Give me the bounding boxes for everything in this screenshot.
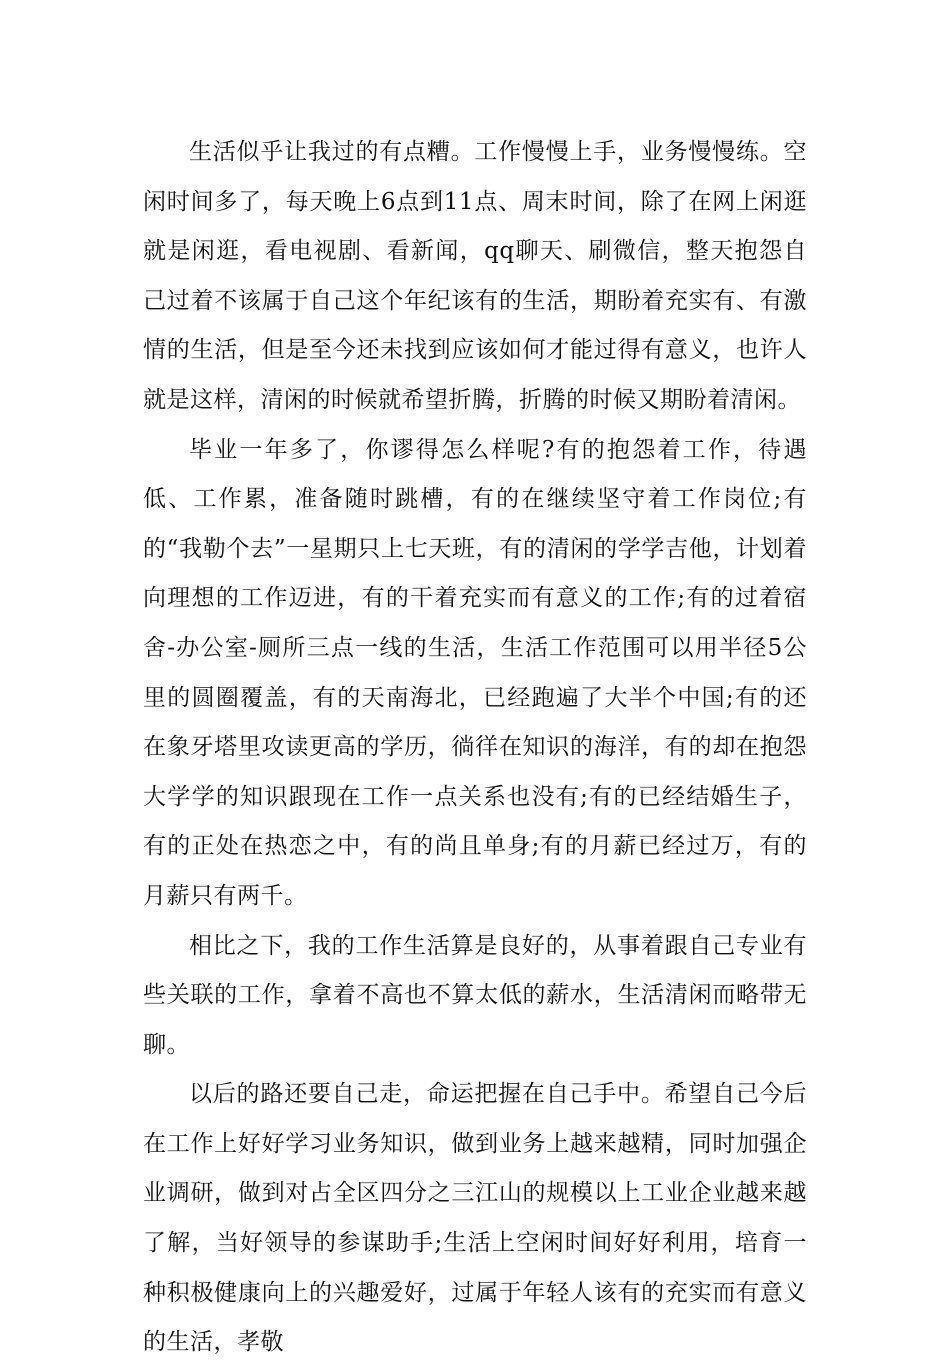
document-body xyxy=(143,128,807,1368)
paragraph-3: 相比之下，我的工作生活算是良好的，从事着跟自己专业有些关联的工作，拿着不高也不算太低的薪水，生活清闲而略带无聊。 xyxy=(143,932,807,1058)
paragraph-4: 以后的路还要自己走，命运把握在自己手中。希望自己今后在工作上好好学习业务知识，做到业务上越来越精，同时加强企业调研，做到对占全区四分之三江山的规模以上工业企业越来越了解，当好领导的参谋助手;生活上空闲时间好好利用，培育一种积极健康向上的兴趣爱好，过属于年轻人该有的充实而有意义的生活，孝敬 xyxy=(143,1081,807,1356)
paragraph-1: 生活似乎让我过的有点糟。工作慢慢上手，业务慢慢练。空闲时间多了，每天晚上6点到11点、周末时间，除了在网上闲逛就是闲逛，看电视剧、看新闻，qq聊天、刷微信，整天抱怨自己过着不该属于自己这个年纪该有的生活，期盼着充实有、有激情的生活，但是至今还未找到应该如何才能过得有意义，也许人就是这样，清闲的时候就希望折腾，折腾的时候又期盼着清闲。 xyxy=(143,139,807,413)
paragraph-2: 毕业一年多了，你谬得怎么样呢?有的抱怨着工作，待遇低、工作累，准备随时跳槽，有的在继续坚守着工作岗位;有的“我勒个去”一星期只上七天班，有的清闲的学学吉他，计划着向理想的工作迈进，有的干着充实而有意义的工作;有的过着宿舍-办公室-厕所三点一线的生活，生活工作范围可以用半径5公里的圆圈覆盖，有的天南海北，已经跑遍了大半个中国;有的还在象牙塔里攻读更高的学历，徜徉在知识的海洋，有的却在抱怨大学学的知识跟现在工作一点关系也没有;有的已经结婚生子，有的正处在热恋之中，有的尚且单身;有的月薪已经过万，有的月薪只有两千。 xyxy=(143,436,807,909)
